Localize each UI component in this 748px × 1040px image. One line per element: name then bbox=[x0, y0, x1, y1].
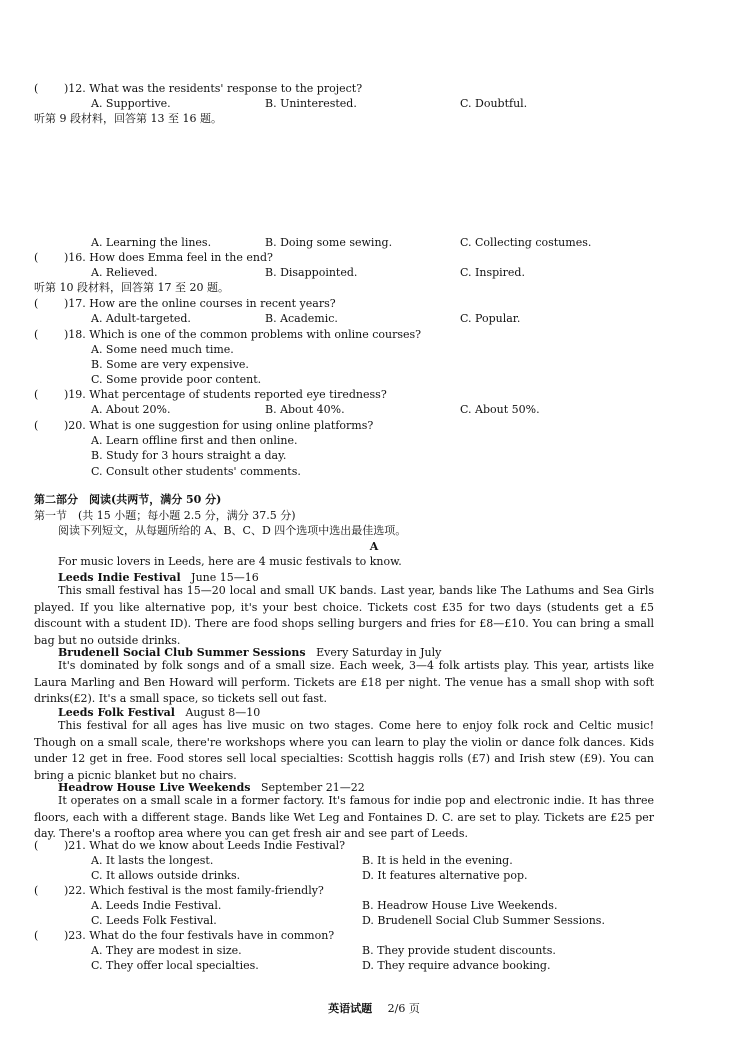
question-20: ( )20. What is one suggestion for using online platforms? bbox=[34, 419, 374, 432]
option-18c: C. Some provide poor content. bbox=[91, 373, 262, 386]
festival-name: Leeds Indie Festival bbox=[58, 571, 181, 584]
option-16a: A. Relieved. bbox=[91, 266, 158, 279]
option-15c: C. Collecting costumes. bbox=[460, 236, 592, 249]
option-22c: C. Leeds Folk Festival. bbox=[91, 914, 217, 927]
option-12b: B. Uninterested. bbox=[265, 97, 357, 110]
answer-paren: ( bbox=[34, 82, 39, 95]
option-18b: B. Some are very expensive. bbox=[91, 358, 249, 371]
question-17: ( )17. How are the online courses in recent years? bbox=[34, 297, 336, 310]
festival-date: Every Saturday in July bbox=[316, 646, 442, 659]
option-23d: D. They require advance booking. bbox=[362, 959, 551, 972]
option-22a: A. Leeds Indie Festival. bbox=[91, 899, 222, 912]
option-23b: B. They provide student discounts. bbox=[362, 944, 556, 957]
passage-intro: For music lovers in Leeds, here are 4 music festivals to know. bbox=[58, 555, 402, 568]
footer-page-number: 2/6 页 bbox=[387, 1002, 420, 1015]
option-15b: B. Doing some sewing. bbox=[265, 236, 393, 249]
option-17a: A. Adult-targeted. bbox=[91, 312, 191, 325]
festival-date: August 8—10 bbox=[185, 706, 261, 719]
option-21c: C. It allows outside drinks. bbox=[91, 869, 241, 882]
option-16c: C. Inspired. bbox=[460, 266, 525, 279]
festival-date: September 21—22 bbox=[260, 781, 365, 794]
directions: 阅读下列短文，从每题所给的 A、B、C、D 四个选项中选出最佳选项。 bbox=[58, 524, 407, 537]
footer-subject: 英语试题 bbox=[328, 1002, 373, 1015]
festival-name: Headrow House Live Weekends bbox=[58, 781, 251, 794]
festival-date: June 15—16 bbox=[191, 571, 259, 584]
festival-1-text: This small festival has 15—20 local and small UK bands. Last year, bands like The Lathums and Sea Girls played. If you like alternative pop, it's your best choice. Tickets cost £35 for two days (students get a £5 discount with a student ID). There are food shops selling burgers and fries for £8—£10. You can bring a small bag but no outside drinks. bbox=[34, 584, 654, 648]
option-17b: B. Academic. bbox=[265, 312, 338, 325]
option-19b: B. About 40%. bbox=[265, 403, 345, 416]
question-18: ( )18. Which is one of the common problems with online courses? bbox=[34, 328, 422, 341]
option-17c: C. Popular. bbox=[460, 312, 521, 325]
question-22: ( )22. Which festival is the most family-friendly? bbox=[34, 884, 324, 897]
festival-name: Leeds Folk Festival bbox=[58, 706, 175, 719]
option-20a: A. Learn offline first and then online. bbox=[91, 434, 298, 447]
question-23: ( )23. What do the four festivals have in common? bbox=[34, 929, 335, 942]
festival-4-text: It operates on a small scale in a former factory. It's famous for indie pop and electronic indie. It has three floors, each with a different stage. Bands like Wet Leg and Fontaines D. C. are set to play. Tickets are £25 per day. There's a rooftop area where you can get fresh air and see part of Leeds. bbox=[34, 794, 654, 841]
option-22b: B. Headrow House Live Weekends. bbox=[362, 899, 558, 912]
option-21d: D. It features alternative pop. bbox=[362, 869, 528, 882]
option-22d: D. Brudenell Social Club Summer Sessions. bbox=[362, 914, 605, 927]
passage-label: A bbox=[369, 540, 379, 553]
option-15a: A. Learning the lines. bbox=[91, 236, 212, 249]
instruction-10: 听第 10 段材料，回答第 17 至 20 题。 bbox=[34, 281, 229, 294]
option-21b: B. It is held in the evening. bbox=[362, 854, 513, 867]
option-19c: C. About 50%. bbox=[460, 403, 540, 416]
section-title: 第一节 (共 15 小题；每小题 2.5 分，满分 37.5 分) bbox=[34, 509, 296, 522]
option-20b: B. Study for 3 hours straight a day. bbox=[91, 449, 287, 462]
option-12c: C. Doubtful. bbox=[460, 97, 528, 110]
question-19: ( )19. What percentage of students reported eye tiredness? bbox=[34, 388, 387, 401]
question-16: ( )16. How does Emma feel in the end? bbox=[34, 251, 273, 264]
cut-instruction: 听第 9 段材料，回答第 13 至 16 题。 bbox=[34, 112, 222, 125]
option-18a: A. Some need much time. bbox=[91, 343, 234, 356]
festival-3-text: This festival for all ages has live music on two stages. Come here to enjoy folk rock and Celtic music! Though on a small scale, there're workshops where you can learn to play the violin or dance folk dances. Kids under 12 get in free. Food stores sell local specialties: Scottish haggis rolls (£7) and Irish stew (£9). You can bring a picnic blanket but no chairs. bbox=[34, 719, 654, 783]
festival-2-text: It's dominated by folk songs and of a small size. Each week, 3—4 folk artists play. This year, artists like Laura Marling and Ben Howard will perform. Tickets are £18 per night. The venue has a small shop with soft drinks(£2). It's a small space, so tickets sell out fast. bbox=[34, 659, 654, 706]
option-21a: A. It lasts the longest. bbox=[91, 854, 214, 867]
part-title: 第二部分 阅读(共两节，满分 50 分) bbox=[34, 493, 222, 506]
option-19a: A. About 20%. bbox=[91, 403, 171, 416]
option-23a: A. They are modest in size. bbox=[91, 944, 242, 957]
option-23c: C. They offer local specialties. bbox=[91, 959, 259, 972]
option-12a: A. Supportive. bbox=[91, 97, 171, 110]
option-16b: B. Disappointed. bbox=[265, 266, 358, 279]
option-20c: C. Consult other students' comments. bbox=[91, 465, 301, 478]
question-12: ( )12. What was the residents' response to the project? bbox=[34, 82, 363, 95]
question-21: ( )21. What do we know about Leeds Indie Festival? bbox=[34, 839, 346, 852]
page-footer bbox=[0, 1000, 748, 1016]
festival-name: Brudenell Social Club Summer Sessions bbox=[58, 646, 306, 659]
